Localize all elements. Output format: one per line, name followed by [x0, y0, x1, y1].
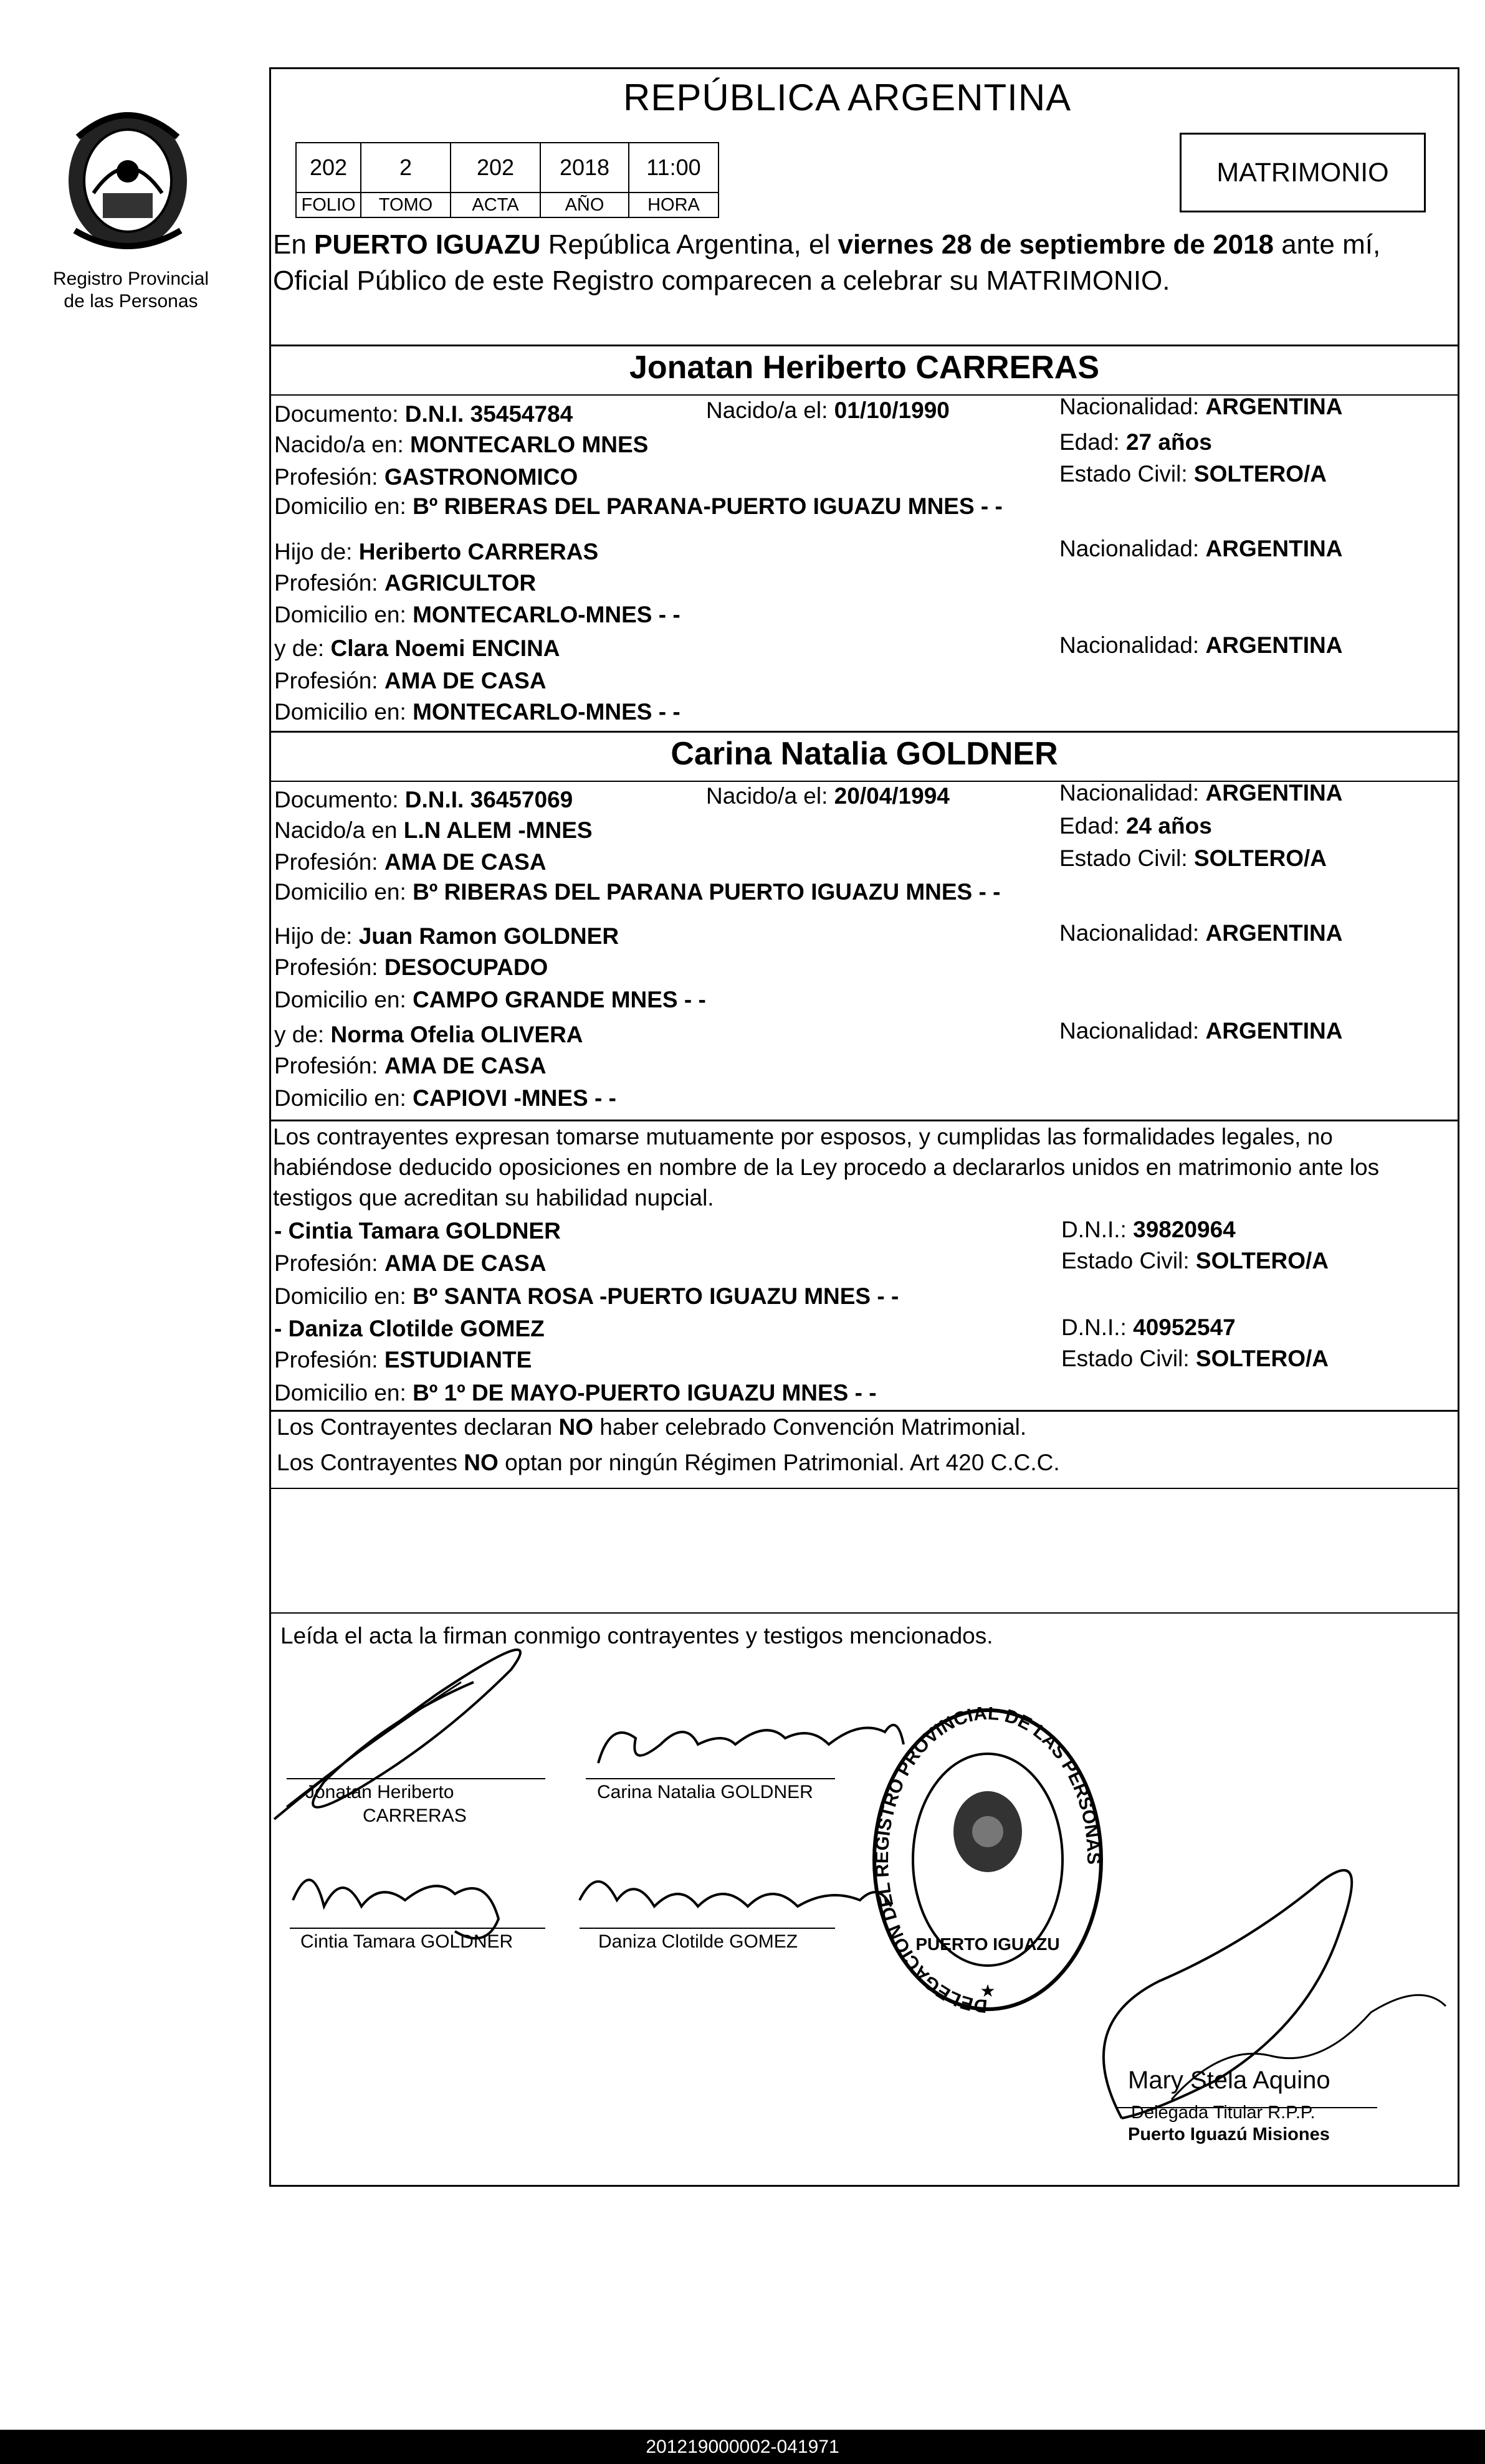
c1-nacionalidad: Nacionalidad: ARGENTINA	[1059, 394, 1343, 419]
c2-estado-civil: Estado Civil: SOLTERO/A	[1059, 845, 1327, 871]
folio-label: FOLIO	[296, 193, 361, 217]
registry-name-line2: de las Personas	[64, 291, 198, 312]
registry-name-line1: Registro Provincial	[52, 269, 209, 289]
hora-label: HORA	[629, 193, 719, 217]
c1-madre-profesion: Profesión: AMA DE CASA	[274, 668, 547, 693]
divider	[269, 1488, 1459, 1489]
tomo-value: 2	[361, 143, 451, 193]
c2-madre-domicilio: Domicilio en: CAPIOVI -MNES - -	[274, 1085, 616, 1111]
c1-edad: Edad: 27 años	[1059, 429, 1212, 455]
c2-padre-nacionalidad: Nacionalidad: ARGENTINA	[1059, 920, 1343, 946]
intro-paragraph: En PUERTO IGUAZU República Argentina, el viernes 28 de septiembre de 2018 ante mí, Oficial Público de este Registro comparecen a celebrar su MATRIMONIO.	[273, 229, 1381, 296]
sig2-label: Carina Natalia GOLDNER	[597, 1782, 813, 1802]
c2-profesion: Profesión: AMA DE CASA	[274, 849, 547, 875]
c1-padre: Hijo de: Heriberto CARRERAS	[274, 539, 599, 564]
seal-center-text: PUERTO IGUAZU	[915, 1934, 1060, 1954]
divider	[269, 345, 1459, 346]
c1-madre: y de: Clara Noemi ENCINA	[274, 635, 560, 661]
c2-padre: Hijo de: Juan Ramon GOLDNER	[274, 923, 619, 949]
c2-domicilio: Domicilio en: Bº RIBERAS DEL PARANA PUERTO IGUAZU MNES - -	[274, 879, 1001, 905]
testigo2-name: - Daniza Clotilde GOMEZ	[274, 1316, 545, 1341]
convention-line1: Los Contrayentes declaran NO haber celebrado Convención Matrimonial.	[277, 1414, 1027, 1440]
c2-padre-profesion: Profesión: DESOCUPADO	[274, 954, 548, 980]
testigo1-estado-civil: Estado Civil: SOLTERO/A	[1061, 1248, 1329, 1273]
acta-value: 202	[451, 143, 540, 193]
official-title: Delegada Titular R.P.P.	[1131, 2103, 1315, 2123]
contrayente2-name: Carina Natalia GOLDNER	[671, 736, 1058, 772]
intro-place: PUERTO IGUAZU	[314, 229, 541, 260]
reading-statement: Leída el acta la firman conmigo contrayentes y testigos mencionados.	[280, 1623, 993, 1648]
c1-profesion: Profesión: GASTRONOMICO	[274, 464, 578, 490]
c1-domicilio: Domicilio en: Bº RIBERAS DEL PARANA-PUERTO IGUAZU MNES - -	[274, 493, 1003, 519]
intro-date: viernes 28 de septiembre de 2018	[838, 229, 1274, 260]
sig3-label: Cintia Tamara GOLDNER	[300, 1931, 513, 1952]
c1-nacido-el: Nacido/a el: 01/10/1990	[706, 397, 950, 423]
testigo2-domicilio: Domicilio en: Bº 1º DE MAYO-PUERTO IGUAZU MNES - -	[274, 1380, 877, 1406]
record-type-box: MATRIMONIO	[1180, 133, 1426, 212]
official-seal-icon	[869, 1707, 1106, 2019]
c2-nacido-en: Nacido/a en L.N ALEM -MNES	[274, 817, 593, 843]
official-place: Puerto Iguazú Misiones	[1128, 2124, 1330, 2144]
folio-value: 202	[296, 143, 361, 193]
testigo2-estado-civil: Estado Civil: SOLTERO/A	[1061, 1346, 1329, 1371]
c1-documento: Documento: D.N.I. 35454784	[274, 401, 573, 427]
c2-nacionalidad: Nacionalidad: ARGENTINA	[1059, 780, 1343, 806]
barcode-footer: 201219000002-041971	[0, 2430, 1485, 2464]
tomo-label: TOMO	[361, 193, 451, 217]
sig4-label: Daniza Clotilde GOMEZ	[598, 1931, 798, 1952]
svg-text:★: ★	[980, 1981, 996, 2000]
c1-padre-nacionalidad: Nacionalidad: ARGENTINA	[1059, 536, 1343, 561]
c1-madre-domicilio: Domicilio en: MONTECARLO-MNES - -	[274, 699, 680, 725]
divider	[269, 1612, 1459, 1614]
contrayente1-name: Jonatan Heriberto CARRERAS	[629, 350, 1100, 386]
registry-table	[295, 142, 719, 218]
c2-madre-nacionalidad: Nacionalidad: ARGENTINA	[1059, 1018, 1343, 1044]
c1-estado-civil: Estado Civil: SOLTERO/A	[1059, 461, 1327, 487]
country-title: REPÚBLICA ARGENTINA	[623, 77, 1072, 118]
testigo2-dni: D.N.I.: 40952547	[1061, 1315, 1236, 1340]
anio-value: 2018	[540, 143, 629, 193]
testigo1-name: - Cintia Tamara GOLDNER	[274, 1218, 561, 1244]
c2-documento: Documento: D.N.I. 36457069	[274, 787, 573, 812]
acta-label: ACTA	[451, 193, 540, 217]
sig1-label-line1: Jonatan Heriberto	[305, 1782, 454, 1802]
hora-value: 11:00	[629, 143, 719, 193]
c1-madre-nacionalidad: Nacionalidad: ARGENTINA	[1059, 632, 1343, 658]
testigo1-profesion: Profesión: AMA DE CASA	[274, 1250, 547, 1276]
c1-padre-domicilio: Domicilio en: MONTECARLO-MNES - -	[274, 602, 680, 627]
testigo2-profesion: Profesión: ESTUDIANTE	[274, 1347, 532, 1372]
anio-label: AÑO	[540, 193, 629, 217]
c2-madre: y de: Norma Ofelia OLIVERA	[274, 1022, 583, 1047]
divider	[269, 731, 1459, 733]
c1-nacido-en: Nacido/a en: MONTECARLO MNES	[274, 432, 649, 457]
divider	[269, 1410, 1459, 1412]
declaration-paragraph: Los contrayentes expresan tomarse mutuamente por esposos, y cumplidas las formalidades legales, no habiéndose deducido oposiciones en nombre de la Ley procedo a declararlos unidos en matrimonio ante los testigos que acreditan su habilidad nupcial.	[273, 1124, 1380, 1211]
c1-padre-profesion: Profesión: AGRICULTOR	[274, 570, 537, 596]
seal-ring-text: DELEGACION DEL REGISTRO PROVINCIAL DE LAS PERSONAS	[871, 1707, 1104, 2017]
sig1-label-line2: CARRERAS	[363, 1805, 467, 1826]
c2-padre-domicilio: Domicilio en: CAMPO GRANDE MNES - -	[274, 987, 706, 1012]
c2-nacido-el: Nacido/a el: 20/04/1994	[706, 783, 950, 809]
testigo1-dni: D.N.I.: 39820964	[1061, 1217, 1236, 1242]
convention-line2: Los Contrayentes NO optan por ningún Régimen Patrimonial. Art 420 C.C.C.	[277, 1450, 1060, 1475]
province-emblem-icon	[50, 100, 206, 262]
c2-edad: Edad: 24 años	[1059, 813, 1212, 839]
official-name: Mary Stela Aquino	[1128, 2067, 1330, 2094]
c2-madre-profesion: Profesión: AMA DE CASA	[274, 1053, 547, 1078]
testigo1-domicilio: Domicilio en: Bº SANTA ROSA -PUERTO IGUAZU MNES - -	[274, 1283, 899, 1309]
